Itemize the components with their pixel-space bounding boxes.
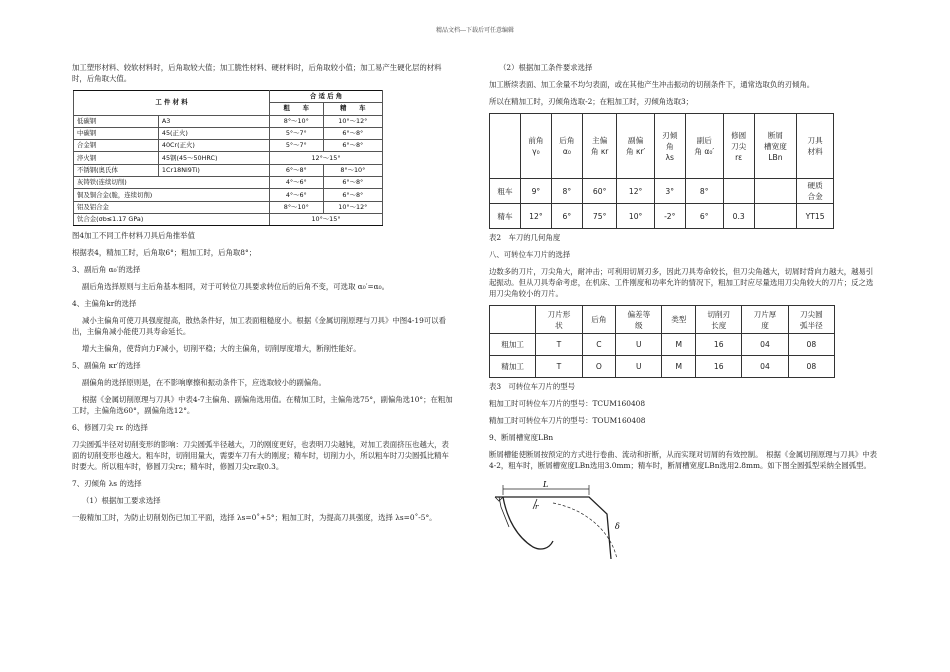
t2-cell: 9°: [520, 179, 551, 204]
t4-cell: 合金钢: [74, 140, 159, 152]
model-rough: 粗加工时可转位车刀片的型号：TCUM160408: [489, 399, 646, 408]
left-column: [72, 62, 454, 529]
heading-7-sub2: （2）根据加工条件要求选择: [499, 63, 593, 72]
t4-head-material: 工 件 材 料: [74, 91, 270, 116]
t3-cell: 04: [742, 356, 788, 378]
t4-head-angle: 合 适 后 角: [269, 91, 382, 103]
t4-cell: 铝及铝合金: [74, 201, 270, 213]
t4-cell: 6°～8°: [323, 127, 382, 139]
t3-header-cell: 切削刃 长度: [696, 306, 742, 334]
model-finish: 精加工时可转位车刀片的型号：TOUM160408: [489, 416, 646, 425]
intro-paragraph: 加工塑形材料、较软材料时，后角取较大值；加工脆性材料、硬材料时，后角取较小值；加工易产生硬化层的材料时，后角取大值。: [72, 63, 442, 83]
t2-cell: 10°: [617, 204, 654, 229]
t2-header-cell: 副偏 角 κr′: [617, 114, 654, 179]
t3-cell: M: [662, 356, 696, 378]
p-section9: 断屑槽能使断屑按预定的方式进行卷曲、流动和折断，从而实现对切屑的有效控制。 根据《金属切削原理与刀具》中表4-2，粗车时，断屑槽宽度LBn选用3.0mm；精车时，断屑槽宽度LBn选用2.8mm。如下图全圆弧型采纳全圆弧型。: [489, 450, 878, 470]
t3-cell: 04: [742, 334, 788, 356]
t4-cell: 6°～8°: [269, 164, 323, 176]
t2-header-cell: [490, 114, 521, 179]
t3-cell: O: [582, 356, 616, 378]
heading-9: 9、断屑槽宽度LBn: [489, 433, 554, 442]
t4-cell: 低碳钢: [74, 115, 159, 127]
t3-header-cell: 刀尖圆 弧半径: [788, 306, 834, 334]
t2-cell: 精车: [490, 204, 521, 229]
t3-header-cell: 刀片形 状: [536, 306, 582, 334]
t4-cell: 10°～12°: [323, 115, 382, 127]
page-header: 精品文档---下载后可任意编辑: [435, 27, 515, 34]
t2-cell: 6°: [551, 204, 582, 229]
t2-cell: 8°: [551, 179, 582, 204]
heading-3: 3、副后角 α₀′的选择: [72, 265, 141, 275]
t2-header-cell: 修圆 刀尖 rε: [723, 114, 754, 179]
fig-label-L: L: [543, 480, 549, 489]
heading-5: 5、副偏角 κr′的选择: [72, 361, 141, 371]
p-after-table4: 根据表4，精加工时，后角取6°；粗加工时，后角取8°；: [72, 248, 257, 258]
t3-cell: 08: [788, 334, 834, 356]
t4-cell: 45(正火): [158, 127, 269, 139]
caption-fig4: 图4加工不同工件材料刀具后角推举值: [72, 231, 195, 241]
t4-cell: 5°～7°: [269, 127, 323, 139]
t3-cell: 16: [696, 356, 742, 378]
table4-image: [73, 90, 383, 226]
t2-cell: [723, 179, 754, 204]
t4-cell: 4°～6°: [269, 189, 323, 201]
t2-cell: [754, 179, 797, 204]
t4-cell: 不锈钢(奥氏体: [74, 164, 159, 176]
t2-header-cell: 刀具 材料: [797, 114, 834, 179]
t4-cell: 1Cr18Ni9Ti): [158, 164, 269, 176]
p-section6: 刀尖圆弧半径对切削变形的影响：刀尖圆弧半径越大，刀的刚度更好，也表明刀尖越钝，对加工表面挤压也越大，表面的切削变形也越大。粗车时，切削用量大，需要车刀有大的刚度；精车时，切削力小，所以粗车时刀尖圆弧比精车时要大。所以粗车时，修圆刀尖rε；精车时，修圆刀尖rε取0.3。: [72, 440, 449, 472]
t3-header-cell: 类型: [662, 306, 696, 334]
t2-cell: 6°: [685, 204, 723, 229]
heading-6: 6、修圆刀尖 rε 的选择: [72, 423, 148, 433]
t4-cell: 淬火钢: [74, 152, 159, 164]
t4-cell: 12°～15°: [269, 152, 382, 164]
heading-7: 7、刃倾角 λs 的选择: [72, 479, 142, 489]
t2-cell: 8°: [685, 179, 723, 204]
t3-cell: T: [536, 334, 582, 356]
heading-7-sub: （1）根据加工要求选择: [82, 496, 161, 506]
chip-breaker-figure: [489, 479, 639, 561]
t4-cell: 铜及铜合金(脆，连续切削): [74, 189, 270, 201]
t2-cell: 12°: [617, 179, 654, 204]
t3-cell: U: [616, 356, 662, 378]
p-section8: 边数多的刀片，刀尖角大，耐冲击；可利用切屑刃多，因此刀具寿命较长，但刀尖角越大，切屑时背向力越大，越易引起振动。但从刀具寿命考虑，在机床、工件刚度和功率允许的情况下，粗加工时应尽量选用刀尖角较大的刀片；反之选用刀尖角较小的刀片。: [489, 267, 874, 298]
t4-cell: 中碳钢: [74, 127, 159, 139]
p-section5b: 根据《金属切削原理与刀具》中表4-7主偏角、副偏角选用值。在精加工时，主偏角选75°，副偏角选10°；在粗加工时，主偏角选60°，副偏角选12°。: [72, 395, 453, 416]
heading-4: 4、主偏角kr的选择: [72, 299, 137, 309]
p-section4a: 减小主偏角可使刀具强度提高，散热条件好，加工表面粗糙度小。根据《金属切削原理与刀具》中图4-19可以看出，主偏角减小能使刀具寿命延长。: [72, 316, 446, 337]
t2-cell: 75°: [582, 204, 617, 229]
fig-label-r: r: [535, 503, 539, 511]
p-section4b: 增大主偏角，使背向力F减小，切削平稳；大的主偏角，切削厚度增大，断削性能好。: [82, 344, 361, 354]
t4-head-rough: 粗 车: [269, 103, 323, 115]
t4-cell: 8°～10°: [323, 164, 382, 176]
t4-cell: A3: [158, 115, 269, 127]
t4-head-finish: 精 车: [323, 103, 382, 115]
t2-header-cell: 断屑 槽宽度 LBn: [754, 114, 797, 179]
t4-cell: 10°～12°: [323, 201, 382, 213]
fig-label-delta: δ: [615, 522, 620, 531]
t4-cell: 10°～15°: [269, 213, 382, 225]
t4-cell: 6°～8°: [323, 189, 382, 201]
t2-cell: 硬质 合金: [797, 179, 834, 204]
t3-header-cell: 后角: [582, 306, 616, 334]
t2-header-cell: 刃倾 角 λs: [654, 114, 685, 179]
t2-header-cell: 主偏 角 κr: [582, 114, 617, 179]
t3-header-cell: 刀片厚 度: [742, 306, 788, 334]
t4-cell: 40Cr(正火): [158, 140, 269, 152]
p-right-2: 所以在精加工时，刃倾角选取-2；在粗加工时，刃倾角选取3；: [489, 97, 694, 106]
t2-header-cell: 后角 α₀: [551, 114, 582, 179]
t3-cell: 16: [696, 334, 742, 356]
t2-cell: 60°: [582, 179, 617, 204]
t3-cell: 08: [788, 356, 834, 378]
t3-header-cell: [490, 306, 536, 334]
p-section3: 副后角选择原则与主后角基本相同，对于可转位刀具要求转位后的后角不变，可选取 α₀′=α₀。: [82, 282, 389, 292]
t4-cell: 6°～8°: [323, 177, 382, 189]
p-section5a: 副偏角的选择原则是，在不影响摩擦和振动条件下，应选取较小的副偏角。: [82, 378, 326, 388]
t3-cell: 粗加工: [490, 334, 536, 356]
t3-cell: U: [616, 334, 662, 356]
t2-cell: 0.3: [723, 204, 754, 229]
t2-cell: 3°: [654, 179, 685, 204]
t2-cell: 12°: [520, 204, 551, 229]
t4-cell: 8°～10°: [269, 201, 323, 213]
t2-header-cell: 前角 γ₀: [520, 114, 551, 179]
t3-cell: C: [582, 334, 616, 356]
t4-cell: 灰铸铁(连续切削): [74, 177, 270, 189]
t4-cell: 45钢(45～50HRC): [158, 152, 269, 164]
t4-cell: 5°～7°: [269, 140, 323, 152]
t4-cell: 6°～8°: [323, 140, 382, 152]
t2-cell: [754, 204, 797, 229]
table2-geometry: [489, 113, 834, 229]
t3-cell: M: [662, 334, 696, 356]
p-right-1: 加工断续表面、加工余量不均匀表面，或在其他产生冲击振动的切削条件下，通常选取负的刃倾角。: [489, 80, 815, 89]
t4-cell: 4°～6°: [269, 177, 323, 189]
caption-table3: 表3 可转位车刀片的型号: [489, 382, 576, 391]
t3-cell: T: [536, 356, 582, 378]
t3-cell: 精加工: [490, 356, 536, 378]
t2-header-cell: 副后 角 α₀′: [685, 114, 723, 179]
table3-insert: [489, 305, 835, 378]
t2-cell: YT15: [797, 204, 834, 229]
t3-header-cell: 偏差等 级: [616, 306, 662, 334]
t4-cell: 8°～10°: [269, 115, 323, 127]
t2-cell: 粗车: [490, 179, 521, 204]
t2-cell: -2°: [654, 204, 685, 229]
heading-8: 八、可转位车刀片的选择: [489, 250, 571, 259]
t4-cell: 钛合金(σb≤1.17 GPa): [74, 213, 270, 225]
right-column: [489, 62, 879, 564]
p-section7: 一般精加工时，为防止切削划伤已加工平面，选择 λs=0˚+5°；粗加工时，为提高刀具强度，选择 λs=0˚-5°。: [72, 513, 437, 523]
caption-table2: 表2 车刀的几何角度: [489, 233, 561, 242]
